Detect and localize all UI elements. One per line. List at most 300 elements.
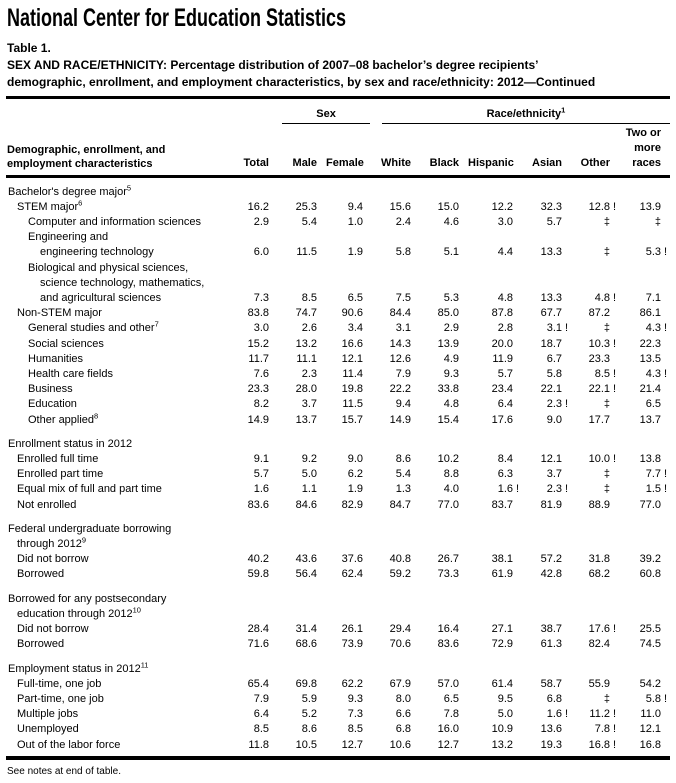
value-cell: 6.3: [497, 468, 513, 481]
row-label: Did not borrow: [17, 623, 89, 636]
value-cell: 67.9: [389, 677, 411, 690]
value-cell: 10.0 !: [571, 452, 619, 467]
column-header-cell: Other: [580, 157, 610, 170]
row-values: [230, 397, 670, 412]
row-values: [230, 498, 670, 513]
value-cell: ‡: [603, 246, 610, 259]
value-cell: 1.3: [395, 483, 411, 496]
table-section: [6, 592, 670, 653]
value-cell: 61.4: [491, 677, 513, 690]
value-cell: 9.0: [546, 413, 562, 426]
value-cell: 16.2: [247, 200, 269, 213]
value-cell: 13.7: [295, 413, 317, 426]
table-row: [6, 321, 670, 336]
row-label: Health care fields: [28, 368, 113, 381]
value-cell: 61.9: [491, 568, 513, 581]
value-cell: 5.1: [443, 246, 459, 259]
section-header-row: [6, 592, 670, 622]
value-cell: 6.2: [347, 468, 363, 481]
estimate-flag: !: [564, 708, 569, 721]
bottom-rule: [6, 756, 670, 760]
value-cell: 6.5: [347, 292, 363, 305]
value-cell: 54.2: [639, 677, 661, 690]
table-body: [6, 182, 670, 753]
value-cell: 10.9: [491, 723, 513, 736]
value-cell: 13.6: [540, 723, 562, 736]
group-header-sex: [282, 108, 370, 124]
value-cell: 17.6 !: [571, 622, 619, 637]
table-row: [6, 367, 670, 382]
estimate-flag: !: [564, 483, 569, 496]
value-cell: 26.1: [341, 623, 363, 636]
row-label: Not enrolled: [17, 498, 77, 511]
value-cell: 8.5: [253, 723, 269, 736]
value-cell: 23.4: [491, 383, 513, 396]
row-values: [230, 245, 670, 260]
value-cell: 33.8: [437, 383, 459, 396]
table-row: [6, 722, 670, 737]
value-cell: 42.8: [540, 568, 562, 581]
value-cell: 77.0: [437, 498, 459, 511]
section-header-row: [6, 522, 670, 552]
value-cell: 25.5: [639, 623, 661, 636]
table-row: [6, 413, 670, 428]
value-cell: 11.5: [342, 398, 363, 411]
value-cell: 3.0: [497, 216, 513, 229]
value-cell: 12.1: [540, 453, 562, 466]
table-section: [6, 522, 670, 583]
value-cell: 28.4: [247, 623, 269, 636]
value-cell: 88.9: [588, 498, 610, 511]
value-cell: 59.8: [247, 568, 269, 581]
value-cell: 1.0: [347, 216, 363, 229]
value-cell: 16.6: [341, 337, 363, 350]
value-cell: 86.1: [639, 307, 661, 320]
table-row: [6, 637, 670, 652]
value-cell: 83.6: [437, 638, 459, 651]
value-cell: 8.2: [253, 398, 269, 411]
value-cell: 2.4: [395, 216, 411, 229]
row-values: [230, 467, 670, 482]
footnote-marker: 7: [154, 319, 159, 329]
table-row: [6, 397, 670, 412]
table-row: [6, 692, 670, 707]
estimate-flag: !: [612, 383, 617, 396]
row-values: [230, 738, 670, 753]
value-cell: 4.8: [443, 398, 459, 411]
value-cell: 1.9: [347, 246, 363, 259]
value-cell: 10.5: [295, 738, 317, 751]
value-cell: 16.4: [437, 623, 459, 636]
value-cell: 13.3: [540, 246, 562, 259]
row-values: [230, 200, 670, 215]
group-header-race: [382, 105, 670, 124]
value-cell: 3.4: [347, 322, 363, 335]
value-cell: 9.4: [347, 200, 363, 213]
value-cell: 61.3: [540, 638, 562, 651]
value-cell: 83.6: [247, 498, 269, 511]
table-header: [6, 99, 670, 172]
value-cell: 6.5: [443, 692, 459, 705]
value-cell: 9.5: [497, 692, 513, 705]
row-values: [230, 482, 670, 497]
value-cell: 87.8: [491, 307, 513, 320]
estimate-flag: !: [663, 246, 668, 259]
value-cell: 5.8 !: [619, 692, 670, 707]
table-row: [6, 306, 670, 321]
value-cell: 6.8: [546, 692, 562, 705]
row-label: Multiple jobs: [17, 708, 79, 721]
value-cell: 5.3: [443, 292, 459, 305]
value-cell: 14.9: [389, 413, 411, 426]
table-row: [6, 677, 670, 692]
value-cell: 57.2: [540, 553, 562, 566]
value-cell: 11.1: [296, 352, 317, 365]
footnote-marker: 6: [78, 198, 83, 208]
value-cell: 16.0: [437, 723, 459, 736]
value-cell: 1.6 !: [468, 482, 522, 497]
value-cell: 1.6 !: [522, 707, 571, 722]
row-label: Did not borrow: [17, 553, 89, 566]
group-sex-label: Sex: [316, 108, 336, 120]
value-cell: 23.3: [588, 352, 610, 365]
column-header-cell: Hispanic: [468, 157, 514, 170]
value-cell: 22.2: [389, 383, 411, 396]
value-cell: 2.8: [497, 322, 513, 335]
table-row: [6, 337, 670, 352]
value-cell: 22.1 !: [571, 382, 619, 397]
row-values: [230, 413, 670, 428]
value-cell: 5.4: [301, 216, 317, 229]
value-cell: 84.4: [389, 307, 411, 320]
footnote-marker: 10: [132, 605, 141, 615]
table-row: [6, 352, 670, 367]
row-values: [230, 692, 670, 707]
value-cell: 68.6: [295, 638, 317, 651]
value-cell: 62.2: [341, 677, 363, 690]
value-cell: 6.6: [395, 708, 411, 721]
table-label: Table 1.: [7, 41, 51, 55]
value-cell: 12.7: [341, 738, 363, 751]
estimate-flag: !: [612, 623, 617, 636]
value-cell: 7.9: [395, 368, 411, 381]
row-values: [230, 567, 670, 582]
value-cell: 55.9: [588, 677, 610, 690]
value-cell: 85.0: [437, 307, 459, 320]
value-cell: 5.8: [395, 246, 411, 259]
section-header-row: [6, 659, 670, 677]
value-cell: 3.7: [546, 468, 562, 481]
value-cell: 5.7: [253, 468, 269, 481]
value-cell: 4.8 !: [571, 291, 619, 306]
value-cell: ‡: [603, 483, 610, 496]
value-cell: 8.4: [497, 453, 513, 466]
value-cell: 27.1: [491, 623, 513, 636]
value-cell: 18.7: [540, 337, 562, 350]
row-values: [230, 622, 670, 637]
value-cell: 11.2 !: [571, 707, 619, 722]
value-cell: 8.0: [395, 692, 411, 705]
value-cell: 11.7: [248, 352, 269, 365]
value-cell: 1.1: [301, 483, 317, 496]
value-cell: 9.4: [395, 398, 411, 411]
value-cell: 4.3 !: [619, 367, 670, 382]
row-label: STEM major$^6$: [17, 198, 83, 213]
value-cell: 13.2: [491, 738, 513, 751]
value-cell: 15.4: [437, 413, 459, 426]
value-cell: 7.8: [443, 708, 459, 721]
value-cell: 7.3: [347, 708, 363, 721]
row-values: [230, 215, 670, 230]
footnote-marker: 5: [126, 182, 132, 192]
value-cell: 58.7: [540, 677, 562, 690]
footnote-marker: 8: [94, 411, 99, 420]
value-cell: ‡: [603, 468, 610, 481]
value-cell: ‡: [603, 692, 610, 705]
value-cell: 6.0: [253, 246, 269, 259]
value-cell: 15.2: [247, 337, 269, 350]
value-cell: 7.8 !: [571, 722, 619, 737]
row-label: Borrowed: [17, 568, 65, 581]
column-group-row: [6, 99, 670, 124]
value-cell: 28.0: [295, 383, 317, 396]
footnote-marker: 9: [81, 535, 87, 545]
value-cell: 37.6: [341, 553, 363, 566]
value-cell: 77.0: [639, 498, 661, 511]
value-cell: 4.3 !: [619, 321, 670, 336]
value-cell: 87.2: [588, 307, 610, 320]
value-cell: 4.9: [443, 352, 459, 365]
column-header-cell: Total: [243, 157, 269, 170]
value-cell: 13.7: [639, 413, 661, 426]
row-label: Engineering and engineering technology: [28, 231, 154, 259]
value-cell: 3.1: [395, 322, 411, 335]
value-cell: 43.6: [295, 553, 317, 566]
table-section: [6, 182, 670, 428]
column-header-cell: Female: [326, 157, 364, 170]
value-cell: 4.6: [443, 216, 459, 229]
value-cell: 2.3 !: [522, 482, 571, 497]
row-label: Enrollment status in 2012: [8, 437, 133, 450]
value-cell: 2.9: [443, 322, 459, 335]
value-cell: 31.4: [295, 623, 317, 636]
value-cell: 5.9: [301, 692, 317, 705]
section-header-row: [6, 437, 670, 452]
value-cell: 32.3: [540, 200, 562, 213]
table-row: [6, 622, 670, 637]
row-label: Business: [28, 383, 73, 396]
row-label: Bachelor's degree major$^5$: [8, 182, 132, 198]
value-cell: 14.9: [247, 413, 269, 426]
value-cell: 6.5: [645, 398, 661, 411]
value-cell: 17.7: [588, 413, 610, 426]
value-cell: 62.4: [341, 568, 363, 581]
value-cell: 6.7: [546, 352, 562, 365]
row-label: Other applied$^8$: [28, 411, 99, 426]
value-cell: 82.9: [341, 498, 363, 511]
value-cell: 3.7: [301, 398, 317, 411]
value-cell: 38.1: [491, 553, 513, 566]
value-cell: 2.3 !: [522, 397, 571, 412]
value-cell: 73.3: [437, 568, 459, 581]
value-cell: 73.9: [341, 638, 363, 651]
value-cell: 23.3: [247, 383, 269, 396]
value-cell: 13.2: [295, 337, 317, 350]
section-header-row: [6, 182, 670, 200]
value-cell: 7.7 !: [619, 467, 670, 482]
value-cell: 13.9: [437, 337, 459, 350]
row-label: Part-time, one job: [17, 692, 104, 705]
value-cell: 70.6: [389, 638, 411, 651]
table-row: [6, 498, 670, 513]
row-values: [230, 367, 670, 382]
nces-wordmark: National Center for Education Statistics: [7, 4, 347, 32]
table-row: [6, 230, 670, 260]
value-cell: 13.9: [639, 200, 661, 213]
table-title-line2: demographic, enrollment, and employment characteristics, by sex and race/ethnicity: 2012—Continued: [7, 74, 596, 89]
estimate-flag: !: [663, 483, 668, 496]
row-values: [230, 637, 670, 652]
value-cell: 4.4: [497, 246, 513, 259]
value-cell: 19.3: [540, 738, 562, 751]
value-cell: 12.8 !: [571, 200, 619, 215]
row-label: Enrolled part time: [17, 468, 104, 481]
value-cell: 21.4: [639, 383, 661, 396]
value-cell: 74.5: [639, 638, 661, 651]
table-title-line1: SEX AND RACE/ETHNICITY: Percentage distribution of 2007–08 bachelor’s degree recipients’: [7, 58, 539, 72]
table-row: [6, 382, 670, 397]
value-cell: 72.9: [491, 638, 513, 651]
row-label: Enrolled full time: [17, 453, 99, 466]
estimate-flag: !: [564, 322, 569, 335]
row-label: Full-time, one job: [17, 677, 102, 690]
value-cell: 11.4: [342, 368, 363, 381]
value-cell: 8.5 !: [571, 367, 619, 382]
value-cell: 19.8: [341, 383, 363, 396]
estimate-flag: !: [564, 398, 569, 411]
value-cell: 65.4: [247, 677, 269, 690]
value-cell: 26.7: [437, 553, 459, 566]
value-cell: 84.6: [295, 498, 317, 511]
value-cell: 13.3: [540, 292, 562, 305]
column-header-cell: Black: [429, 157, 459, 170]
row-values: [230, 677, 670, 692]
row-values: [230, 707, 670, 722]
value-cell: 2.9: [253, 216, 269, 229]
row-values: [230, 552, 670, 567]
row-label: Computer and information sciences: [28, 216, 202, 229]
value-cell: 5.2: [301, 708, 317, 721]
value-cell: 9.1: [253, 453, 269, 466]
value-cell: 11.0: [640, 708, 661, 721]
value-cell: 8.6: [301, 723, 317, 736]
value-cell: 12.7: [437, 738, 459, 751]
value-cell: 17.6: [491, 413, 513, 426]
value-cell: 10.6: [389, 738, 411, 751]
value-cell: 11.8: [248, 738, 269, 751]
value-cell: 39.2: [639, 553, 661, 566]
value-cell: 81.9: [540, 498, 562, 511]
column-header-cell: Two or more races: [625, 127, 661, 170]
value-cell: 16.8: [639, 738, 661, 751]
value-cell: 74.7: [295, 307, 317, 320]
value-cell: 7.6: [253, 368, 269, 381]
column-header-cell: Male: [292, 157, 317, 170]
value-cell: 67.7: [540, 307, 562, 320]
value-cell: 7.3: [253, 292, 269, 305]
value-cell: 15.0: [437, 200, 459, 213]
estimate-flag: !: [612, 738, 617, 751]
value-cell: 22.3: [639, 337, 661, 350]
value-cell: 13.5: [639, 352, 661, 365]
value-cell: 2.6: [301, 322, 317, 335]
column-header-cell: Asian: [532, 157, 562, 170]
value-cell: 1.9: [347, 483, 363, 496]
row-label: General studies and other$^7$: [28, 319, 159, 335]
value-cell: 6.4: [253, 708, 269, 721]
row-label: Education: [28, 398, 77, 411]
table-row: [6, 215, 670, 230]
value-cell: 5.0: [301, 468, 317, 481]
value-cell: 31.8: [588, 553, 610, 566]
value-cell: 8.5: [347, 723, 363, 736]
estimate-flag: !: [612, 368, 617, 381]
value-cell: 9.2: [301, 453, 317, 466]
value-cell: 5.7: [546, 216, 562, 229]
value-cell: 12.1: [639, 723, 661, 736]
value-cell: 57.0: [437, 677, 459, 690]
table-row: [6, 482, 670, 497]
value-cell: 68.2: [588, 568, 610, 581]
value-cell: 40.2: [247, 553, 269, 566]
value-cell: 5.4: [395, 468, 411, 481]
value-cell: 90.6: [341, 307, 363, 320]
row-values: [230, 722, 670, 737]
value-cell: 59.2: [389, 568, 411, 581]
value-cell: 60.8: [639, 568, 661, 581]
value-cell: 4.0: [443, 483, 459, 496]
table-row: [6, 567, 670, 582]
value-cell: 56.4: [295, 568, 317, 581]
value-cell: 7.1: [645, 292, 661, 305]
table-row: [6, 552, 670, 567]
value-cell: 69.8: [295, 677, 317, 690]
estimate-flag: !: [612, 337, 617, 350]
row-label: Equal mix of full and part time: [17, 483, 162, 496]
row-values: [230, 352, 670, 367]
row-label: Humanities: [28, 352, 84, 365]
estimate-flag: !: [612, 723, 617, 736]
stub-header-line2: employment characteristics: [7, 158, 153, 171]
table-row: [6, 452, 670, 467]
value-cell: 22.1: [540, 383, 562, 396]
value-cell: 10.2: [437, 453, 459, 466]
value-cell: 29.4: [389, 623, 411, 636]
value-cell: 20.0: [491, 337, 513, 350]
value-cell: 5.3 !: [619, 245, 670, 260]
value-cell: 38.7: [540, 623, 562, 636]
row-values: [230, 306, 670, 321]
value-cell: 71.6: [247, 638, 269, 651]
value-cell: 40.8: [389, 553, 411, 566]
value-cell: 5.7: [497, 368, 513, 381]
group-race-label: Race/ethnicity: [486, 108, 562, 120]
value-cell: 7.5: [395, 292, 411, 305]
value-cell: 11.9: [492, 352, 513, 365]
value-cell: 12.6: [389, 352, 411, 365]
row-label: Non-STEM major: [17, 307, 102, 320]
table-row: [6, 738, 670, 753]
